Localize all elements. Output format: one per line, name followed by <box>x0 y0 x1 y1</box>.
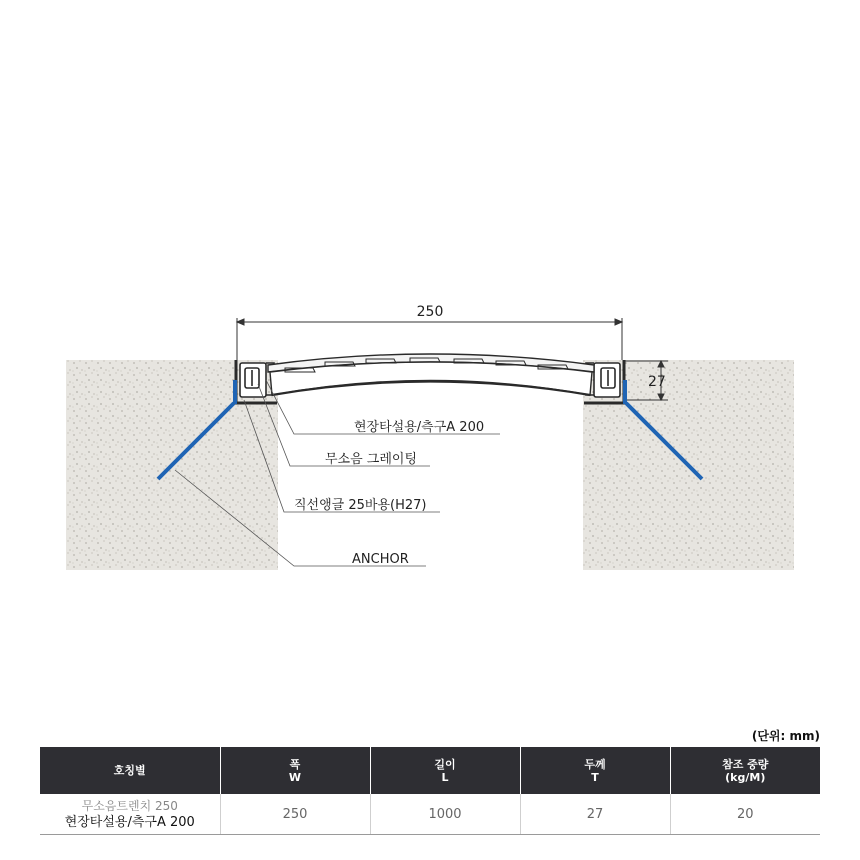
cell-width: 250 <box>220 794 370 835</box>
label-outer-frame: 현장타설용/측구A 200 <box>354 420 485 435</box>
label-anchor: ANCHOR <box>352 552 409 567</box>
header-name: 호칭별 <box>40 747 220 794</box>
table-header-row <box>40 747 820 794</box>
header-length: 길이 L <box>370 747 520 794</box>
table-row <box>40 794 820 835</box>
width-dimension-label: 250 <box>416 304 444 320</box>
spec-table <box>40 747 820 835</box>
height-dimension-label: 27 <box>648 374 666 390</box>
label-grating: 무소음 그레이팅 <box>325 452 418 467</box>
header-weight: 참조 중량 (kg/M) <box>670 747 820 794</box>
cell-weight: 20 <box>670 794 820 835</box>
cell-thickness: 27 <box>520 794 670 835</box>
cell-name: 무소음트렌치 250 현장타설용/측구A 200 <box>40 794 220 835</box>
unit-note: (단위: mm) <box>751 729 820 743</box>
header-width: 폭 W <box>220 747 370 794</box>
label-angle: 직선앵글 25바용(H27) <box>294 498 427 513</box>
cell-length: 1000 <box>370 794 520 835</box>
header-thickness: 두께 T <box>520 747 670 794</box>
